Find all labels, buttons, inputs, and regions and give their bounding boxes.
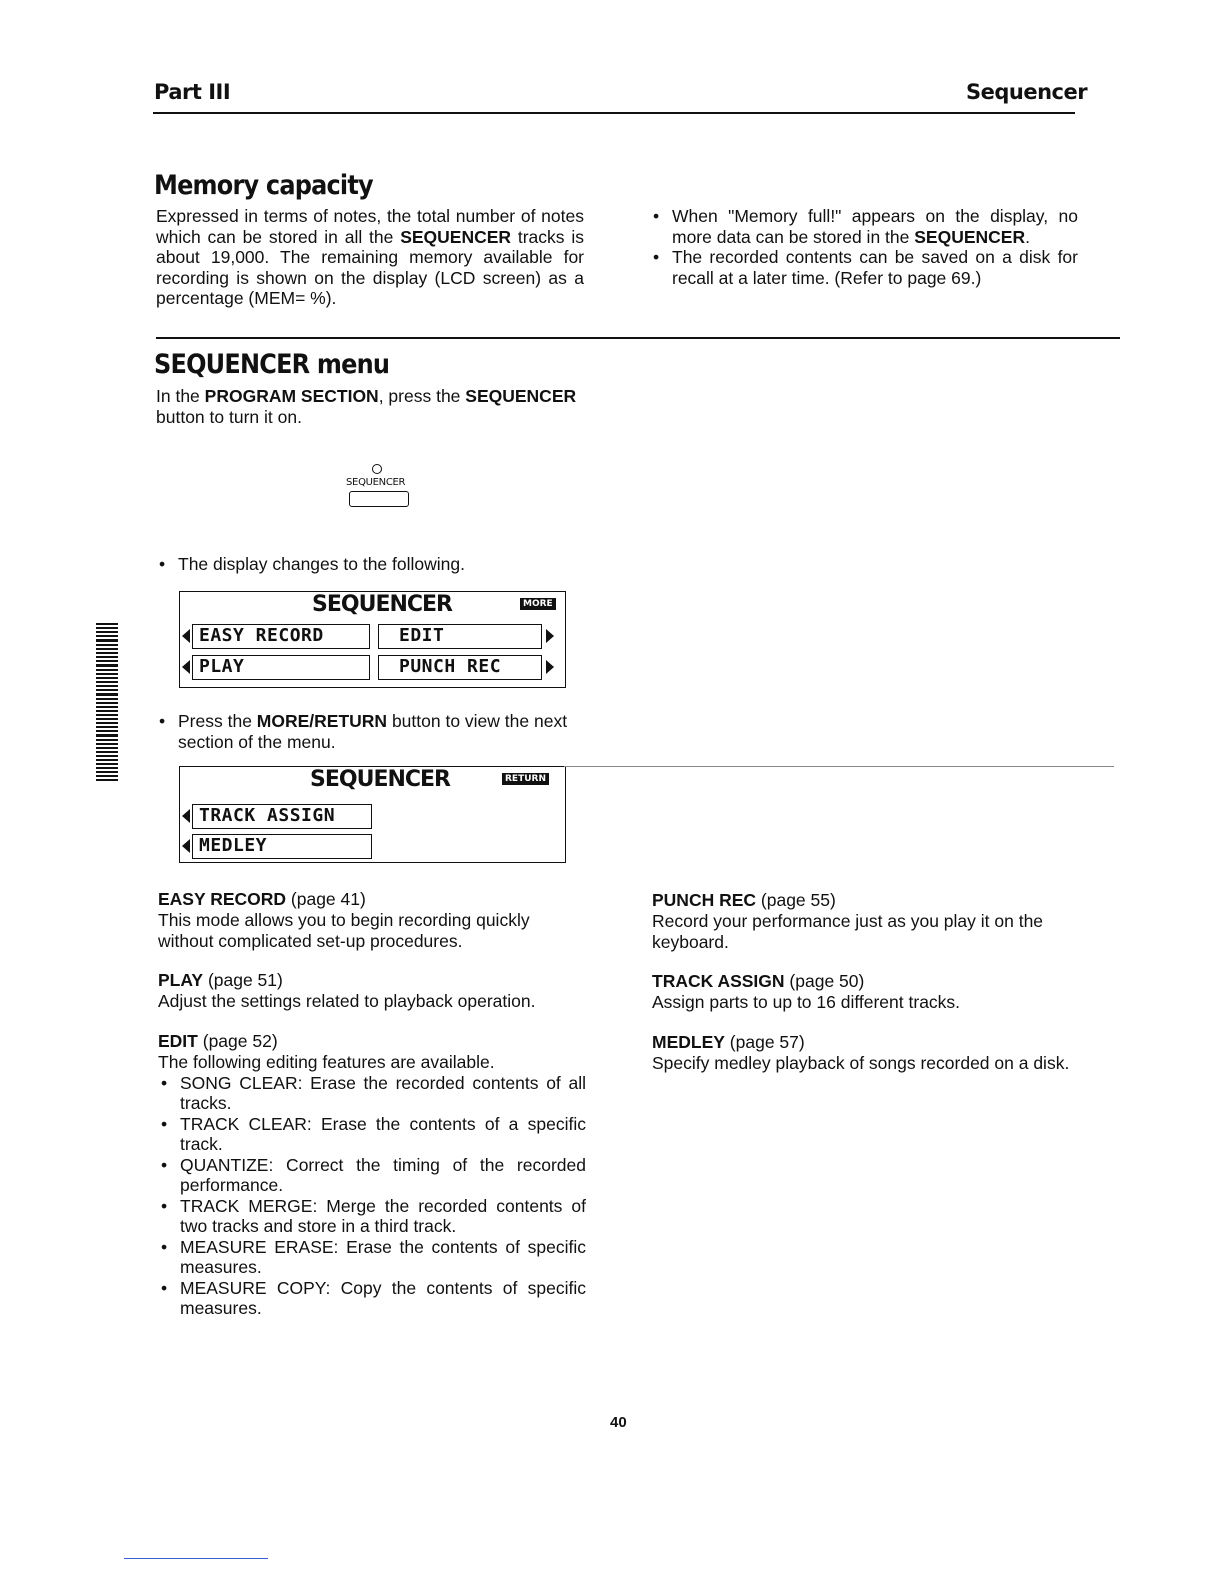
- arrow-right-icon: [546, 660, 554, 674]
- header-rule: [153, 112, 1075, 114]
- arrow-left-icon: [182, 839, 190, 853]
- step-more-return: • Press the MORE/RETURN button to view the next section of the menu.: [156, 711, 586, 752]
- mode-easy-record: EASY RECORD (page 41) This mode allows you to begin recording quickly without complicated set-up procedures.: [158, 889, 530, 951]
- section-divider: [156, 337, 1120, 339]
- sequencer-led-icon: [372, 464, 382, 474]
- medley-button[interactable]: MEDLEY: [192, 834, 372, 859]
- page-number: 40: [610, 1414, 627, 1431]
- memory-text-bold: SEQUENCER: [400, 226, 512, 247]
- list-item: • MEASURE ERASE: Erase the contents of specific measures.: [158, 1237, 586, 1278]
- lcd-screen-main: [179, 591, 566, 688]
- memory-text-1: Expressed in terms of notes, the total number of notes which can be stored in all the: [156, 206, 584, 247]
- lcd-title: SEQUENCER: [310, 767, 450, 792]
- header-section: Sequencer: [966, 80, 1088, 104]
- sequencer-menu-intro: In the PROGRAM SECTION, press the SEQUENCER button to turn it on.: [156, 386, 577, 427]
- sequencer-button-label: SEQUENCER: [346, 477, 406, 488]
- track-assign-button[interactable]: TRACK ASSIGN: [192, 804, 372, 829]
- mode-track-assign: TRACK ASSIGN (page 50) Assign parts to up to 16 different tracks.: [652, 971, 961, 1012]
- arrow-left-icon: [182, 629, 190, 643]
- arrow-right-icon: [546, 629, 554, 643]
- margin-scan-marks: [96, 623, 120, 783]
- list-item: • SONG CLEAR: Erase the recorded contents of all tracks.: [158, 1073, 586, 1114]
- memory-capacity-title: Memory capacity: [154, 170, 373, 201]
- play-button[interactable]: PLAY: [192, 655, 370, 680]
- lcd2-extension-rule: [564, 766, 1114, 767]
- list-item: • TRACK MERGE: Merge the recorded contents of two tracks and store in a third track.: [158, 1196, 586, 1237]
- memory-note-full: • When "Memory full!" appears on the display, no more data can be stored in the SEQUENCER.: [650, 206, 1078, 247]
- list-item: • MEASURE COPY: Copy the contents of specific measures.: [158, 1278, 586, 1319]
- mode-punch-rec: PUNCH REC (page 55) Record your performance just as you play it on the keyboard.: [652, 890, 1044, 952]
- list-item: • TRACK CLEAR: Erase the contents of a specific track.: [158, 1114, 586, 1155]
- mode-edit: EDIT (page 52) The following editing features are available. • SONG CLEAR: Erase the recorded contents of all tracks. • TRACK CLEAR: Erase the contents of a specific track. • QUANTIZE: Correct the timing of the recorded performance. • TRACK MERGE: Merge the recorded contents of two tracks and store in a third track. • MEASURE ERASE: Erase the contents of specific measures. • MEASURE COPY: Copy the contents of specific measures.: [158, 1031, 586, 1319]
- sequencer-menu-title: SEQUENCER menu: [154, 349, 390, 380]
- punch-rec-button[interactable]: PUNCH REC: [378, 655, 542, 680]
- memory-notes: [650, 206, 1078, 288]
- bottom-edge-mark: [124, 1558, 268, 1559]
- header-part: Part III: [154, 80, 231, 104]
- arrow-left-icon: [182, 660, 190, 674]
- arrow-left-icon: [182, 809, 190, 823]
- list-item: • QUANTIZE: Correct the timing of the recorded performance.: [158, 1155, 586, 1196]
- memory-text-2: tracks is about 19,000. The remaining memory available for recording is shown on the display (LCD screen) as a percentage (MEM= %).: [156, 226, 584, 308]
- lcd-screen-more: [179, 766, 566, 863]
- sequencer-button-icon: [349, 491, 409, 507]
- more-badge: MORE: [520, 598, 556, 610]
- lcd-title: SEQUENCER: [312, 592, 452, 617]
- mode-medley: MEDLEY (page 57) Specify medley playback of songs recorded on a disk.: [652, 1032, 1070, 1073]
- memory-note-save: • The recorded contents can be saved on a disk for recall at a later time. (Refer to page 69.): [650, 247, 1078, 288]
- step-display-changes: • The display changes to the following.: [156, 554, 586, 575]
- edit-button[interactable]: EDIT: [378, 624, 542, 649]
- memory-capacity-paragraph: [156, 206, 584, 309]
- return-badge: RETURN: [502, 773, 549, 785]
- edit-features-list: [158, 1073, 586, 1319]
- mode-play: PLAY (page 51) Adjust the settings related to playback operation.: [158, 970, 536, 1011]
- easy-record-button[interactable]: EASY RECORD: [192, 624, 370, 649]
